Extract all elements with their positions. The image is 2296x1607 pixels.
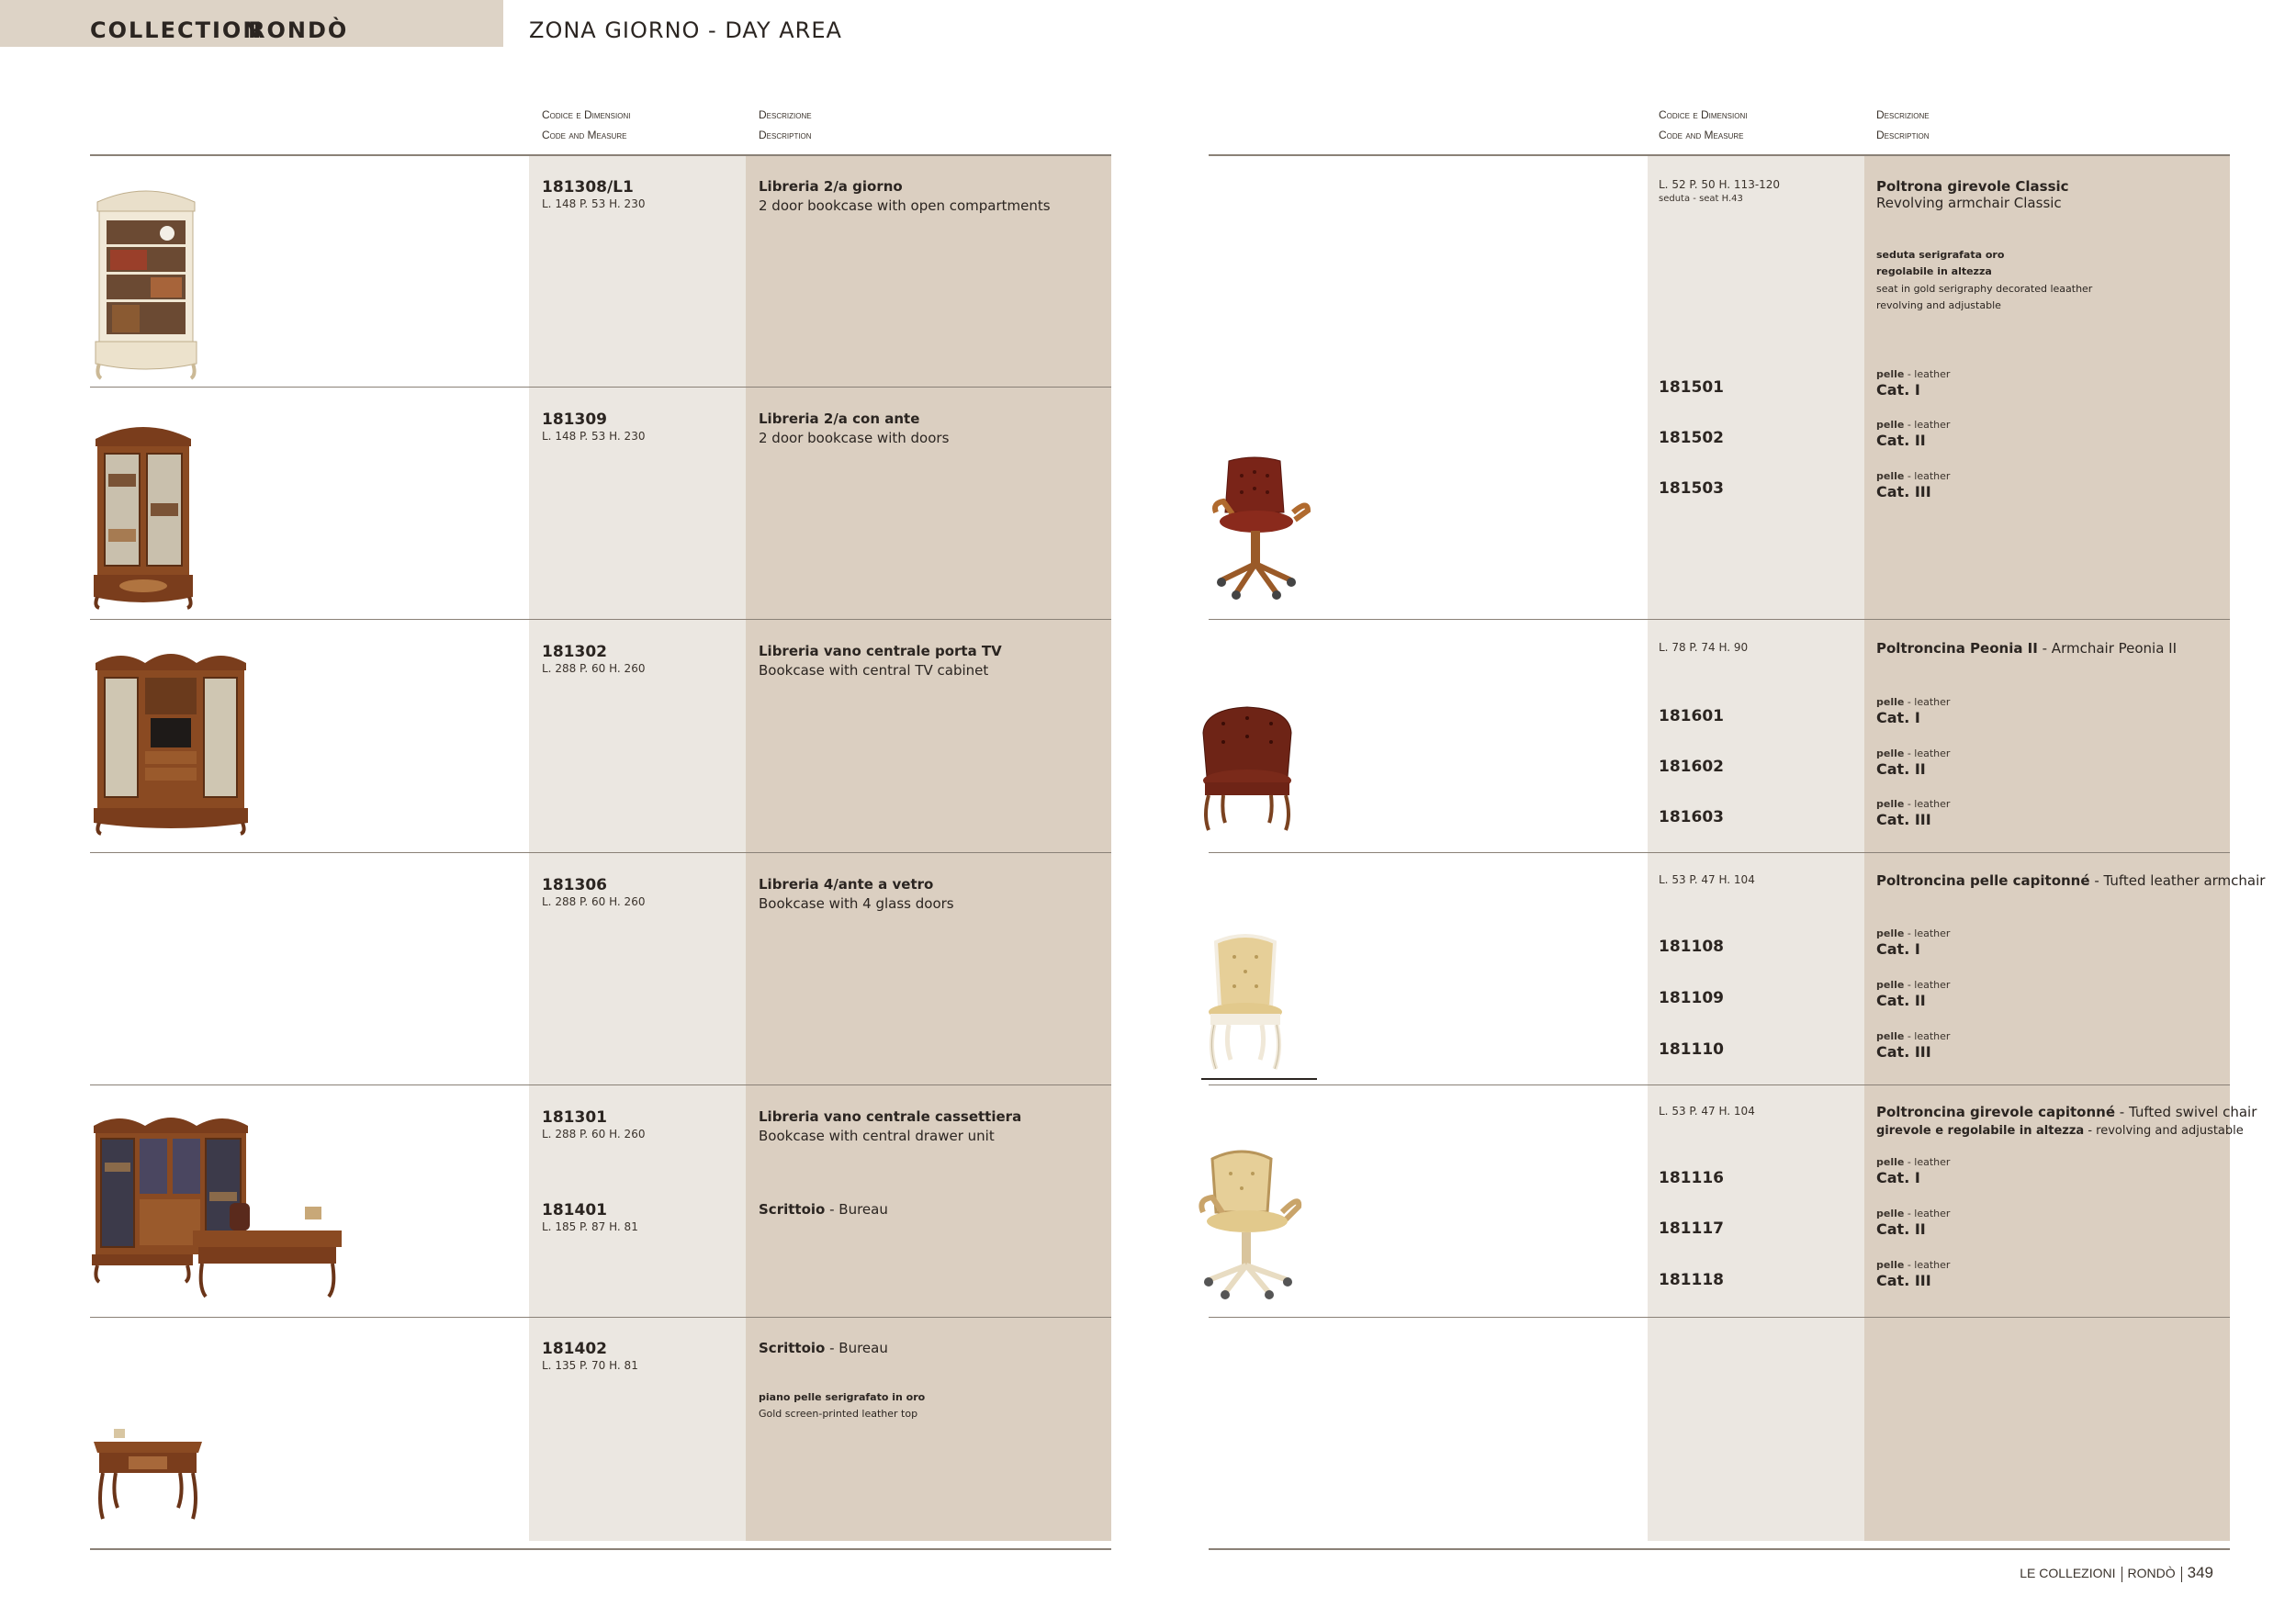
product-dimensions: L. 288 P. 60 H. 260 [542,662,646,675]
table-top-rule [1209,154,2230,156]
walnut-bookcase-image [92,419,195,610]
variant-code: 181110 [1659,1040,1724,1059]
row-divider [1209,619,2230,620]
product-title [1876,872,2265,889]
leather-en: - leather [1904,1208,1951,1219]
product-title-it: Poltroncina pelle capitonné [1876,872,2090,889]
row-divider [1209,1317,2230,1318]
row-divider [1209,1084,2230,1085]
leather-label [1876,798,1950,810]
right-product-table [1209,154,2230,1541]
left-product-table [90,154,1111,1541]
product-dimensions: L. 53 P. 47 H. 104 [1659,1105,1755,1118]
leather-label [1876,419,1950,431]
product-title-it: Poltroncina girevole capitonné [1876,1104,2116,1120]
product-subtitle: Bookcase with central TV cabinet [759,662,989,679]
peonia-armchair-image [1196,705,1299,834]
product-note-en: revolving and adjustable [1876,299,2001,311]
row-divider [90,1317,1111,1318]
product-code: 181302 [542,643,607,661]
row-divider [90,619,1111,620]
footer-collection: RONDÒ [2127,1566,2176,1580]
leather-category: Cat. III [1876,1272,1931,1289]
red-swivel-chair-image [1209,455,1311,604]
table-top-rule [90,154,1111,156]
leather-it: pelle [1876,1259,1905,1271]
column-header-description [1876,105,1930,145]
variant-code: 181602 [1659,758,1724,776]
leather-category: Cat. I [1876,940,1920,958]
product-subtitle: Revolving armchair Classic [1876,195,2062,211]
leather-en: - leather [1904,798,1951,810]
product-code: 181301 [542,1108,607,1127]
leather-label [1876,927,1950,939]
leather-en: - leather [1904,927,1951,939]
leather-it: pelle [1876,798,1905,810]
leather-it: pelle [1876,927,1905,939]
variant-code: 181116 [1659,1169,1724,1187]
leather-en: - leather [1904,470,1951,482]
leather-en: - leather [1904,979,1951,991]
leather-category: Cat. II [1876,760,1926,778]
product-code: 181402 [542,1340,607,1358]
leather-label [1876,470,1950,482]
leather-it: pelle [1876,419,1905,431]
column-header-description [759,105,812,145]
leather-label [1876,747,1950,759]
leather-category: Cat. I [1876,709,1920,726]
variant-code: 181118 [1659,1271,1724,1289]
product-code: 181309 [542,410,607,429]
row-divider [1209,852,2230,853]
leather-label [1876,1156,1950,1168]
product-title-en: - Bureau [825,1201,888,1218]
row-divider [90,852,1111,853]
product-subtitle: 2 door bookcase with open compartments [759,197,1051,214]
leather-en: - leather [1904,1259,1951,1271]
product-title: Poltrona girevole Classic [1876,178,2069,195]
product-title-en: - Bureau [825,1340,888,1356]
variant-code: 181603 [1659,808,1724,826]
leather-label [1876,368,1950,380]
description-column [1864,154,2230,1541]
product-dimensions: L. 148 P. 53 H. 230 [542,197,646,210]
footer-section: LE COLLEZIONI [2020,1566,2116,1580]
leather-category: Cat. I [1876,381,1920,399]
ivory-bookcase-image [92,184,200,380]
leather-en: - leather [1904,419,1951,431]
product-note [1876,1124,2244,1138]
product-title: Libreria 2/a giorno [759,178,903,195]
row-divider [90,1084,1111,1085]
leather-label [1876,1208,1950,1219]
product-note-en: Gold screen-printed leather top [759,1408,918,1420]
product-title-en: - Tufted leather armchair [2089,872,2266,889]
product-title: Libreria 4/ante a vetro [759,876,934,893]
tv-bookcase-image [94,643,248,836]
leather-en: - leather [1904,1156,1951,1168]
product-code: 181306 [542,876,607,894]
table-bottom-rule [90,1548,1111,1550]
product-dimensions: L. 185 P. 87 H. 81 [542,1220,638,1233]
leather-category: Cat. III [1876,483,1931,500]
product-title [759,1201,888,1218]
collection-name: RONDÒ [248,17,349,43]
column-header-code-it: Codice e Dimensioni [542,108,631,121]
product-dimensions: L. 148 P. 53 H. 230 [542,430,646,443]
variant-code: 181601 [1659,707,1724,725]
column-header-desc-en: Description [1876,129,1930,141]
leather-it: pelle [1876,1156,1905,1168]
leather-en: - leather [1904,696,1951,708]
product-note-it: seduta serigrafata oro [1876,249,2005,261]
leather-it: pelle [1876,979,1905,991]
product-dimensions: L. 288 P. 60 H. 260 [542,1128,646,1141]
bookcase-and-bureau-image [92,1107,347,1300]
leather-category: Cat. II [1876,1220,1926,1238]
product-title-it: Poltroncina Peonia II [1876,640,2038,657]
product-subtitle: 2 door bookcase with doors [759,430,950,446]
product-code: 181401 [542,1201,607,1219]
product-title-en: - Armchair Peonia II [2037,640,2178,657]
code-column [529,154,746,1541]
product-title: Libreria vano centrale cassettiera [759,1108,1022,1125]
product-dimensions: L. 53 P. 47 H. 104 [1659,873,1755,886]
variant-code: 181503 [1659,479,1724,498]
leather-category: Cat. II [1876,992,1926,1009]
product-note-en: - revolving and adjustable [2084,1124,2244,1138]
page-footer [2020,1564,2213,1582]
column-header-code [1659,105,1747,145]
image-underline [1201,1078,1317,1080]
product-code: 181308/L1 [542,178,634,197]
column-header-desc-en: Description [759,129,812,141]
footer-separator [2181,1567,2182,1582]
product-title-en: - Tufted swivel chair [2115,1104,2257,1120]
product-note-it: regolabile in altezza [1876,265,1992,277]
leather-label [1876,1030,1950,1042]
product-note-it: piano pelle serigrafato in oro [759,1391,926,1403]
product-subtitle: Bookcase with 4 glass doors [759,895,954,912]
leather-en: - leather [1904,747,1951,759]
column-header-code-en: Code and Measure [542,129,627,141]
product-dimensions: L. 135 P. 70 H. 81 [542,1359,638,1372]
leather-en: - leather [1904,1030,1951,1042]
variant-code: 181108 [1659,938,1724,956]
leather-it: pelle [1876,368,1905,380]
variant-code: 181502 [1659,429,1724,447]
code-column [1648,154,1864,1541]
page-number: 349 [2187,1564,2213,1581]
leather-category: Cat. I [1876,1169,1920,1186]
product-subtitle: Bookcase with central drawer unit [759,1128,995,1144]
leather-it: pelle [1876,696,1905,708]
zone-title: ZONA GIORNO - DAY AREA [529,17,842,43]
bureau-desk-image [92,1423,204,1524]
leather-label [1876,1259,1950,1271]
leather-category: Cat. II [1876,432,1926,449]
column-header-desc-it: Descrizione [1876,108,1930,121]
cream-swivel-chair-image [1196,1146,1310,1300]
collection-label: COLLECTION [90,17,264,43]
product-note-it: girevole e regolabile in altezza [1876,1124,2085,1138]
product-title [1876,640,2177,657]
leather-it: pelle [1876,470,1905,482]
variant-code: 181109 [1659,989,1724,1007]
leather-it: pelle [1876,747,1905,759]
product-title-it: Scrittoio [759,1340,826,1356]
product-title: Libreria 2/a con ante [759,410,920,427]
product-seat-height: seduta - seat H.43 [1659,194,1743,204]
column-header-code-it: Codice e Dimensioni [1659,108,1748,121]
leather-category: Cat. III [1876,811,1931,828]
leather-category: Cat. III [1876,1043,1931,1061]
row-divider [90,387,1111,388]
product-dimensions: L. 52 P. 50 H. 113-120 [1659,178,1781,191]
cream-armchair-image [1203,933,1289,1073]
leather-label [1876,696,1950,708]
product-dimensions: L. 78 P. 74 H. 90 [1659,641,1749,654]
table-bottom-rule [1209,1548,2230,1550]
description-column [746,154,1111,1541]
product-dimensions: L. 288 P. 60 H. 260 [542,895,646,908]
product-note-en: seat in gold serigraphy decorated leaather [1876,283,2093,295]
product-title [759,1340,888,1356]
product-title-it: Scrittoio [759,1201,826,1218]
column-header-code-en: Code and Measure [1659,129,1744,141]
leather-label [1876,979,1950,991]
column-header-code [542,105,630,145]
leather-it: pelle [1876,1030,1905,1042]
column-header-desc-it: Descrizione [759,108,812,121]
product-title [1876,1104,2257,1120]
leather-en: - leather [1904,368,1951,380]
leather-it: pelle [1876,1208,1905,1219]
variant-code: 181117 [1659,1219,1724,1238]
product-title: Libreria vano centrale porta TV [759,643,1002,659]
variant-code: 181501 [1659,378,1724,397]
